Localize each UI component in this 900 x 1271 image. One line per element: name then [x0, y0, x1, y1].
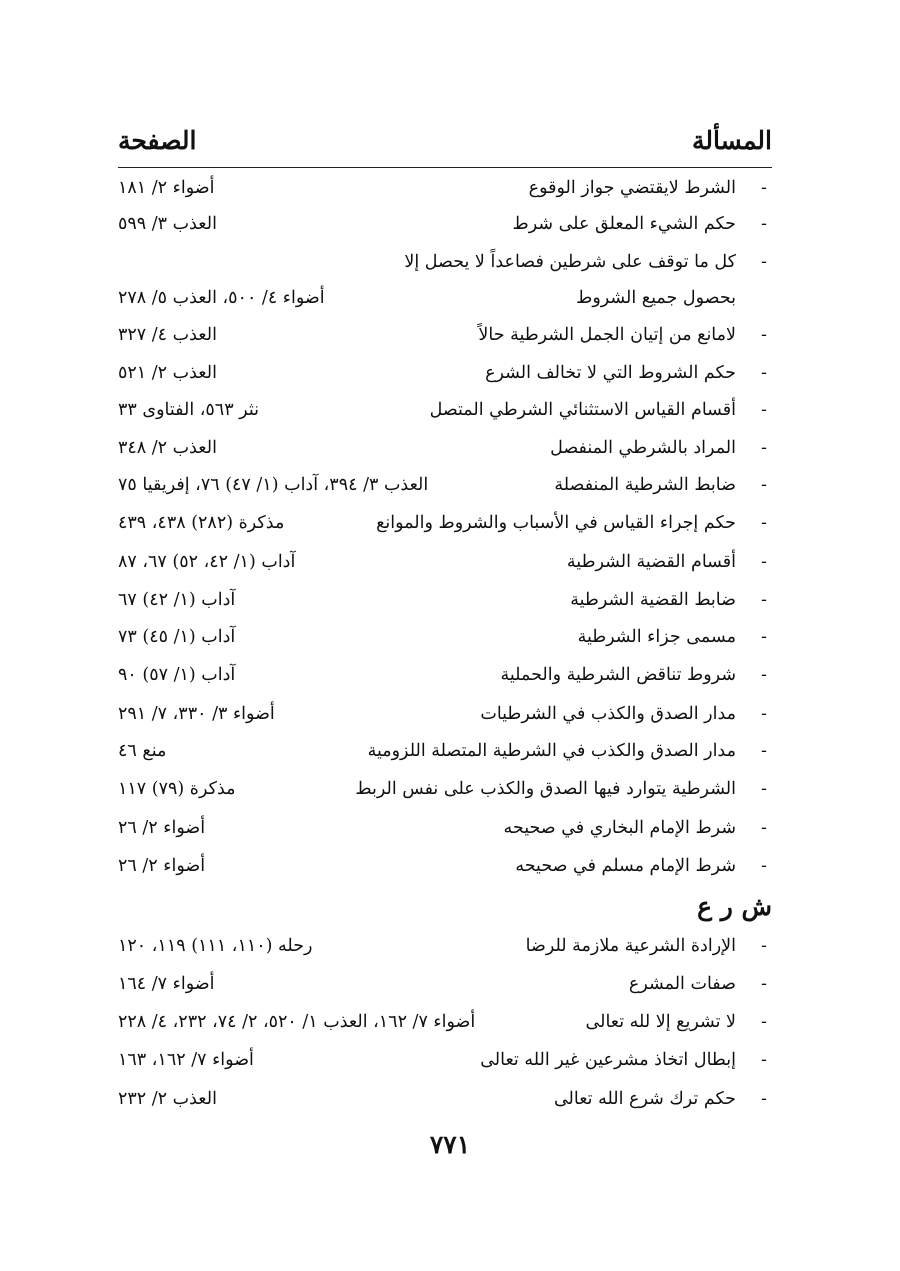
entry-dash: - — [761, 475, 767, 495]
entry-topic: الشرط لايقتضي جواز الوقوع — [528, 178, 736, 198]
entry-reference: آداب (١/ ٥٧) ٩٠ — [118, 665, 236, 685]
entry-reference: نثر ٥٦٣، الفتاوى ٣٣ — [118, 400, 259, 420]
entry-dash: - — [761, 779, 767, 799]
entry-dash: - — [761, 627, 767, 647]
entry-topic: لامانع من إتيان الجمل الشرطية حالاً — [478, 325, 736, 345]
entry-topic: شرط الإمام البخاري في صحيحه — [503, 818, 736, 838]
entry-topic: ضابط القضية الشرطية — [570, 590, 736, 610]
entry-reference: العذب ٣/ ٣٩٤، آداب (١/ ٤٧) ٧٦، إفريقيا ٧٥ — [118, 475, 429, 495]
entry-dash: - — [761, 818, 767, 838]
entry-reference: مذكرة (٧٩) ١١٧ — [118, 779, 236, 799]
entry-dash: - — [761, 325, 767, 345]
entry-topic: بحصول جميع الشروط — [576, 288, 736, 308]
index-entry — [118, 392, 772, 428]
entry-topic: لا تشريع إلا لله تعالى — [585, 1012, 736, 1032]
index-entry — [118, 657, 772, 693]
entry-topic: ضابط الشرطية المنفصلة — [554, 475, 736, 495]
entry-topic: حكم الشروط التي لا تخالف الشرع — [485, 363, 736, 383]
page-column-heading: الصفحة — [118, 126, 197, 155]
entry-dash: - — [761, 513, 767, 533]
index-entry — [118, 467, 772, 503]
entry-dash: - — [761, 214, 767, 234]
index-entry — [118, 810, 772, 846]
entry-dash: - — [761, 741, 767, 761]
entry-topic: حكم ترك شرع الله تعالى — [553, 1089, 736, 1109]
index-entry — [118, 771, 772, 807]
entry-reference: العذب ٣/ ٥٩٩ — [118, 214, 217, 234]
index-entry — [118, 355, 772, 391]
section-heading: ش ر ع — [697, 892, 772, 921]
entry-dash: - — [761, 552, 767, 572]
entry-topic: الإرادة الشرعية ملازمة للرضا — [525, 936, 736, 956]
page-number: ٧٧١ — [429, 1130, 471, 1159]
entry-topic: حكم إجراء القياس في الأسباب والشروط والموانع — [376, 513, 736, 533]
entry-reference: أضواء ٧/ ١٦٤ — [118, 974, 215, 994]
entry-reference: رحله (١١٠، ١١١) ١١٩، ١٢٠ — [118, 936, 313, 956]
index-entry — [118, 848, 772, 884]
topic-column-heading: المسألة — [692, 126, 772, 155]
entry-reference: أضواء ٢/ ٢٦ — [118, 818, 206, 838]
entry-topic: إبطال اتخاذ مشرعين غير الله تعالى — [480, 1050, 736, 1070]
entry-reference: أضواء ٧/ ١٦٢، العذب ١/ ٥٢٠، ٢/ ٧٤، ٢٣٢، ٤/ ٢٢٨ — [118, 1012, 476, 1032]
index-entry — [118, 966, 772, 1002]
entry-reference: منع ٤٦ — [118, 741, 167, 761]
index-entry — [118, 244, 772, 280]
entry-topic: أقسام القضية الشرطية — [566, 552, 736, 572]
entry-topic: المراد بالشرطي المنفصل — [550, 438, 736, 458]
index-entry — [118, 696, 772, 732]
entry-reference: آداب (١/ ٤٥) ٧٣ — [118, 627, 236, 647]
index-entry — [118, 733, 772, 769]
entry-dash: - — [761, 665, 767, 685]
entry-dash: - — [761, 1089, 767, 1109]
entry-reference: أضواء ٤/ ٥٠٠، العذب ٥/ ٢٧٨ — [118, 288, 325, 308]
entry-topic: كل ما توقف على شرطين فصاعداً لا يحصل إلا — [404, 252, 736, 272]
entry-reference: أضواء ٧/ ١٦٢، ١٦٣ — [118, 1050, 254, 1070]
index-entry — [118, 582, 772, 618]
entry-dash: - — [761, 252, 767, 272]
entry-dash: - — [761, 178, 767, 198]
entry-topic: مسمى جزاء الشرطية — [577, 627, 736, 647]
index-entry — [118, 619, 772, 655]
index-entry — [118, 1004, 772, 1040]
entry-topic: صفات المشرع — [628, 974, 736, 994]
entry-reference: آداب (١/ ٤٢) ٦٧ — [118, 590, 236, 610]
entry-reference: العذب ٢/ ٥٢١ — [118, 363, 217, 383]
index-entry-continued — [118, 280, 772, 316]
entry-topic: الشرطية يتوارد فيها الصدق والكذب على نفس الربط — [355, 779, 736, 799]
entry-dash: - — [761, 438, 767, 458]
entry-topic: مدار الصدق والكذب في الشرطية المتصلة اللزومية — [367, 741, 736, 761]
index-entry — [118, 505, 772, 541]
entry-dash: - — [761, 856, 767, 876]
entry-dash: - — [761, 936, 767, 956]
entry-reference: العذب ٤/ ٣٢٧ — [118, 325, 217, 345]
entry-reference: العذب ٢/ ٢٣٢ — [118, 1089, 217, 1109]
entry-reference: أضواء ٢/ ١٨١ — [118, 178, 215, 198]
entry-dash: - — [761, 1012, 767, 1032]
entry-dash: - — [761, 1050, 767, 1070]
entry-dash: - — [761, 363, 767, 383]
index-entry — [118, 1081, 772, 1117]
index-entry — [118, 206, 772, 242]
entry-reference: أضواء ٣/ ٣٣٠، ٧/ ٢٩١ — [118, 704, 275, 724]
entry-topic: مدار الصدق والكذب في الشرطيات — [480, 704, 736, 724]
index-entry — [118, 170, 772, 206]
entry-topic: شرط الإمام مسلم في صحيحه — [515, 856, 736, 876]
entry-topic: حكم الشيء المعلق على شرط — [512, 214, 736, 234]
entry-dash: - — [761, 704, 767, 724]
index-entry — [118, 1042, 772, 1078]
index-entry — [118, 928, 772, 964]
index-entry — [118, 544, 772, 580]
entry-reference: مذكرة (٢٨٢) ٤٣٨، ٤٣٩ — [118, 513, 285, 533]
entry-reference: أضواء ٢/ ٢٦ — [118, 856, 206, 876]
entry-reference: آداب (١/ ٤٢، ٥٢) ٦٧، ٨٧ — [118, 552, 296, 572]
entry-dash: - — [761, 400, 767, 420]
index-entry — [118, 317, 772, 353]
entry-dash: - — [761, 974, 767, 994]
entry-reference: العذب ٢/ ٣٤٨ — [118, 438, 217, 458]
index-entry — [118, 430, 772, 466]
entry-topic: شروط تناقض الشرطية والحملية — [500, 665, 736, 685]
entry-dash: - — [761, 590, 767, 610]
entry-topic: أقسام القياس الاستثنائي الشرطي المتصل — [429, 400, 736, 420]
